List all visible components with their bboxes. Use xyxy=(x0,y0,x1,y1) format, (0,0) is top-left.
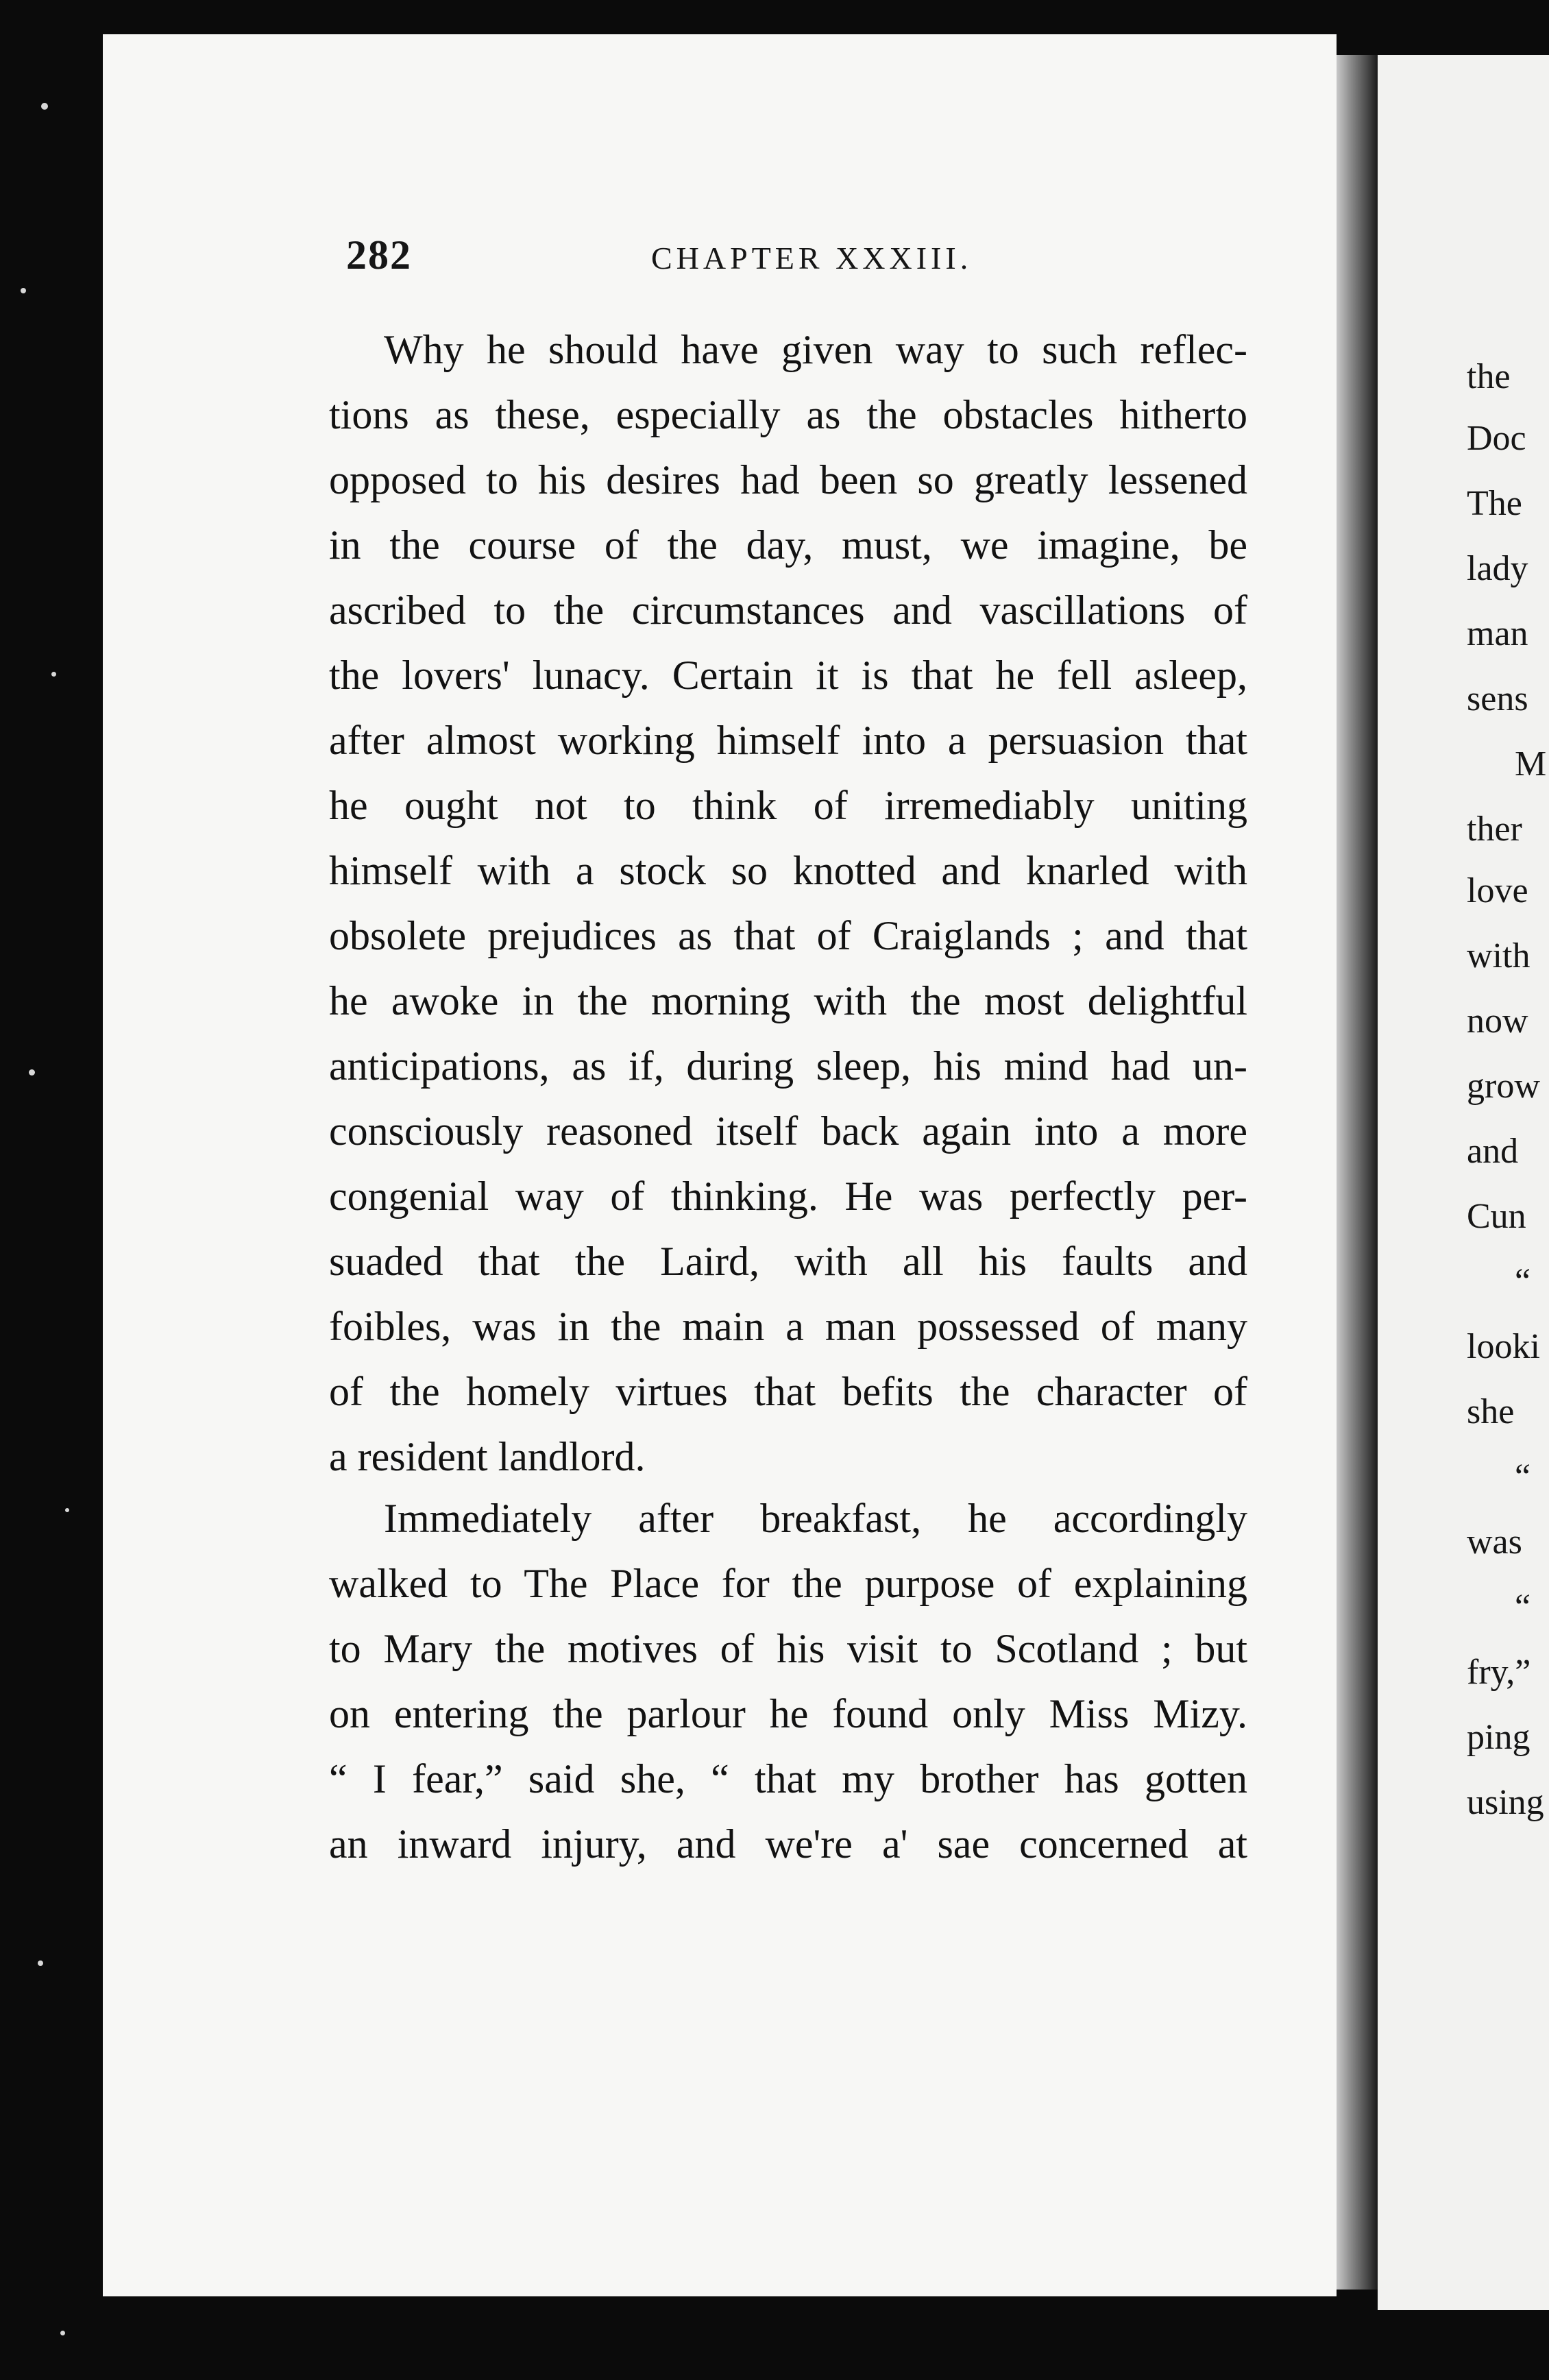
scan-speck xyxy=(41,103,48,110)
text-line: after almost working himself into a persuasion that xyxy=(329,718,1247,763)
text-line: opposed to his desires had been so greatly lessened xyxy=(329,457,1247,502)
text-line: Immediately after breakfast, he accordingly xyxy=(384,1496,1247,1541)
page-number: 282 xyxy=(346,232,412,278)
facing-page xyxy=(1378,55,1549,2310)
text-line: an inward injury, and we're a' sae concerned at xyxy=(329,1821,1247,1867)
running-header xyxy=(240,232,1275,293)
text-line: on entering the parlour he found only Miss Mizy. xyxy=(329,1691,1247,1736)
facing-text-fragment: ping xyxy=(1467,1718,1530,1757)
facing-text-fragment: she xyxy=(1467,1392,1515,1431)
text-line: in the course of the day, must, we imagine, be xyxy=(329,522,1247,568)
scan-speck xyxy=(60,2331,65,2335)
text-line: walked to The Place for the purpose of explaining xyxy=(329,1561,1247,1606)
facing-text-fragment: grow xyxy=(1467,1067,1540,1106)
facing-text-fragment: Cun xyxy=(1467,1197,1526,1236)
scan-speck xyxy=(65,1508,69,1512)
facing-text-fragment: love xyxy=(1467,871,1528,910)
text-line: himself with a stock so knotted and knarled with xyxy=(329,848,1247,893)
facing-text-fragment: the xyxy=(1467,357,1511,396)
facing-text-fragment: “ xyxy=(1515,1457,1531,1496)
scan-speck xyxy=(21,288,26,293)
text-line: ascribed to the circumstances and vascillations of xyxy=(329,587,1247,633)
text-line: foibles, was in the main a man possessed of many xyxy=(329,1304,1247,1349)
text-line: anticipations, as if, during sleep, his mind had un- xyxy=(329,1043,1247,1089)
facing-text-fragment: ther xyxy=(1467,810,1522,849)
scan-speck xyxy=(38,1960,43,1966)
text-line: a resident landlord. xyxy=(329,1434,646,1479)
facing-text-fragment: with xyxy=(1467,936,1530,975)
text-line: the lovers' lunacy. Certain it is that he fell asleep, xyxy=(329,653,1247,698)
text-line: of the homely virtues that befits the character of xyxy=(329,1369,1247,1414)
facing-text-fragment: “ xyxy=(1515,1588,1531,1627)
text-line: consciously reasoned itself back again into a more xyxy=(329,1108,1247,1154)
facing-text-fragment: M xyxy=(1515,744,1547,784)
scan-speck xyxy=(51,672,56,677)
facing-text-fragment: using xyxy=(1467,1783,1544,1822)
book-gutter xyxy=(1337,55,1378,2290)
facing-text-fragment: and xyxy=(1467,1132,1519,1171)
chapter-title: CHAPTER XXXIII. xyxy=(651,241,973,276)
facing-text-fragment: fry,” xyxy=(1467,1653,1531,1692)
facing-text-fragment: sens xyxy=(1467,679,1528,718)
text-line: suaded that the Laird, with all his faults and xyxy=(329,1239,1247,1284)
facing-text-fragment: “ xyxy=(1515,1262,1531,1301)
facing-text-fragment: was xyxy=(1467,1522,1522,1562)
facing-text-fragment: Doc xyxy=(1467,419,1526,458)
text-line: he awoke in the morning with the most delightful xyxy=(329,978,1247,1023)
text-line: he ought not to think of irremediably uniting xyxy=(329,783,1247,828)
facing-text-fragment: lady xyxy=(1467,549,1528,588)
text-line: to Mary the motives of his visit to Scotland ; but xyxy=(329,1626,1247,1671)
text-line: tions as these, especially as the obstacles hitherto xyxy=(329,392,1247,437)
text-line: obsolete prejudices as that of Craiglands ; and that xyxy=(329,913,1247,958)
facing-text-fragment: man xyxy=(1467,614,1528,653)
facing-text-fragment: now xyxy=(1467,1001,1528,1041)
text-line: Why he should have given way to such reflec- xyxy=(384,327,1247,372)
facing-text-fragment: looki xyxy=(1467,1327,1540,1366)
text-line: congenial way of thinking. He was perfectly per- xyxy=(329,1174,1247,1219)
scan-speck xyxy=(29,1069,35,1076)
facing-text-fragment: The xyxy=(1467,484,1522,523)
text-line: “ I fear,” said she, “ that my brother has gotten xyxy=(329,1756,1247,1801)
